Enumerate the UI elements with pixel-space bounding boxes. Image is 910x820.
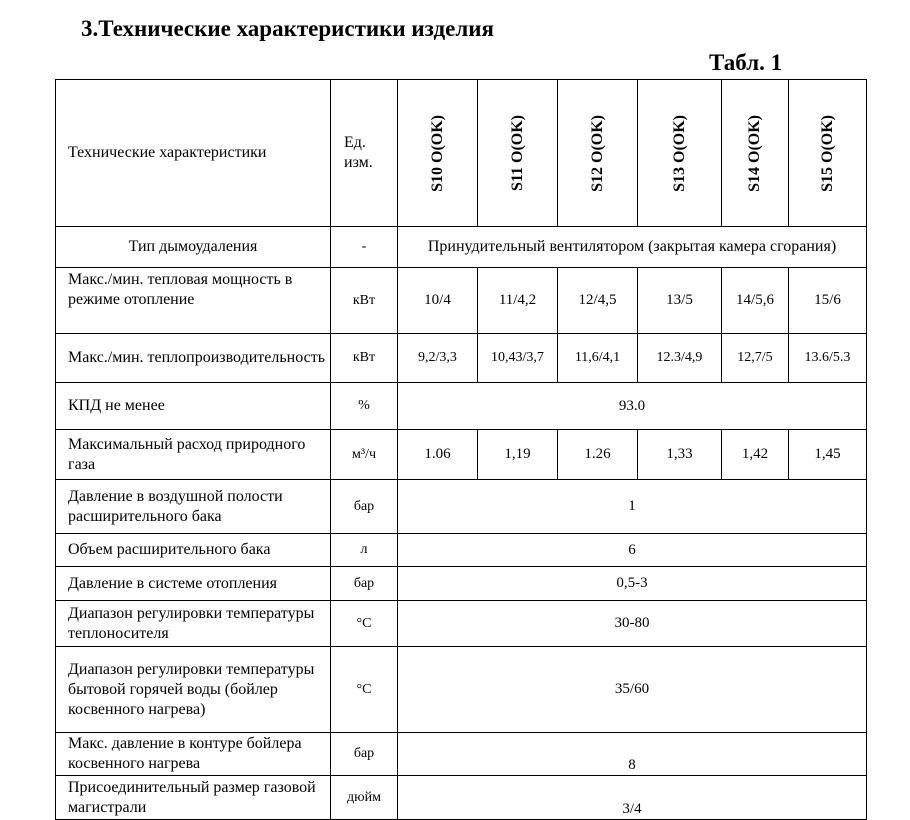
specifications-table <box>55 79 867 820</box>
row-cell: 12/4,5 <box>558 268 638 334</box>
row-cell: 15/6 <box>789 268 867 334</box>
header-characteristic: Технические характеристики <box>56 80 331 227</box>
table-row <box>56 601 867 647</box>
header-model <box>789 80 867 227</box>
row-unit: л <box>331 534 398 567</box>
row-unit: кВт <box>331 268 398 334</box>
row-unit: бар <box>331 480 398 534</box>
header-model <box>722 80 789 227</box>
row-name: Макс./мин. тепловая мощность в режиме отопление <box>56 268 331 334</box>
row-name: Присоединительный размер газовой магистрали <box>56 776 331 820</box>
table-row <box>56 733 867 776</box>
row-name: Тип дымоудаления <box>56 227 331 268</box>
row-cell: 1,19 <box>478 430 558 480</box>
row-value: 3/4 <box>398 776 867 820</box>
row-cell: 10,43/3,7 <box>478 334 558 383</box>
row-name: Диапазон регулировки температуры теплоносителя <box>56 601 331 647</box>
table-row <box>56 647 867 733</box>
header-model <box>478 80 558 227</box>
row-cell: 1,42 <box>722 430 789 480</box>
row-cell: 12,7/5 <box>722 334 789 383</box>
row-cell: 14/5,6 <box>722 268 789 334</box>
table-row <box>56 227 867 268</box>
model-label: S15 O(OK) <box>818 114 836 192</box>
table-row <box>56 534 867 567</box>
row-cell: 13.6/5.3 <box>789 334 867 383</box>
row-name: Макс./мин. теплопроизводительность <box>56 334 331 383</box>
row-value: 93.0 <box>398 383 867 430</box>
row-unit: м³/ч <box>331 430 398 480</box>
row-value: 1 <box>398 480 867 534</box>
row-name: Максимальный расход природного газа <box>56 430 331 480</box>
section-heading: 3.Технические характеристики изделия <box>81 16 494 41</box>
row-cell: 1,33 <box>638 430 722 480</box>
row-cell: 9,2/3,3 <box>398 334 478 383</box>
row-value: 30-80 <box>398 601 867 647</box>
row-name: Объем расширительного бака <box>56 534 331 567</box>
row-name: Диапазон регулировки температуры бытовой горячей воды (бойлер косвенного нагрева) <box>56 647 331 733</box>
row-cell: 1.06 <box>398 430 478 480</box>
header-unit: Ед. изм. <box>331 80 398 227</box>
row-unit: бар <box>331 733 398 776</box>
model-label: S10 O(OK) <box>428 114 446 192</box>
row-unit: дюйм <box>331 776 398 820</box>
table-row <box>56 567 867 601</box>
row-value: 6 <box>398 534 867 567</box>
row-unit: - <box>331 227 398 268</box>
row-cell: 13/5 <box>638 268 722 334</box>
table-row <box>56 334 867 383</box>
header-row <box>56 80 867 227</box>
table-row <box>56 383 867 430</box>
table-row <box>56 776 867 820</box>
model-label: S11 O(OK) <box>508 114 526 191</box>
table-label: Табл. 1 <box>709 50 783 75</box>
row-unit: бар <box>331 567 398 601</box>
model-label: S13 O(OK) <box>670 114 688 192</box>
row-value: 35/60 <box>398 647 867 733</box>
header-model <box>398 80 478 227</box>
table-row <box>56 480 867 534</box>
row-name: Макс. давление в контуре бойлера косвенного нагрева <box>56 733 331 776</box>
row-unit: °С <box>331 601 398 647</box>
row-value: 8 <box>398 733 867 776</box>
model-label: S14 O(OK) <box>746 114 763 192</box>
row-cell: 11,6/4,1 <box>558 334 638 383</box>
header-model <box>638 80 722 227</box>
row-value: Принудительный вентилятором (закрытая камера сгорания) <box>398 227 867 268</box>
row-unit: % <box>331 383 398 430</box>
row-name: Давление в воздушной полости расширительного бака <box>56 480 331 534</box>
row-cell: 12.3/4,9 <box>638 334 722 383</box>
row-name: КПД не менее <box>56 383 331 430</box>
row-cell: 1,45 <box>789 430 867 480</box>
row-value: 0,5-3 <box>398 567 867 601</box>
row-unit: кВт <box>331 334 398 383</box>
row-unit: °С <box>331 647 398 733</box>
header-model <box>558 80 638 227</box>
table-row <box>56 430 867 480</box>
row-cell: 10/4 <box>398 268 478 334</box>
row-cell: 1.26 <box>558 430 638 480</box>
model-label: S12 O(OK) <box>588 114 606 192</box>
table-row <box>56 268 867 334</box>
row-name: Давление в системе отопления <box>56 567 331 601</box>
row-cell: 11/4,2 <box>478 268 558 334</box>
